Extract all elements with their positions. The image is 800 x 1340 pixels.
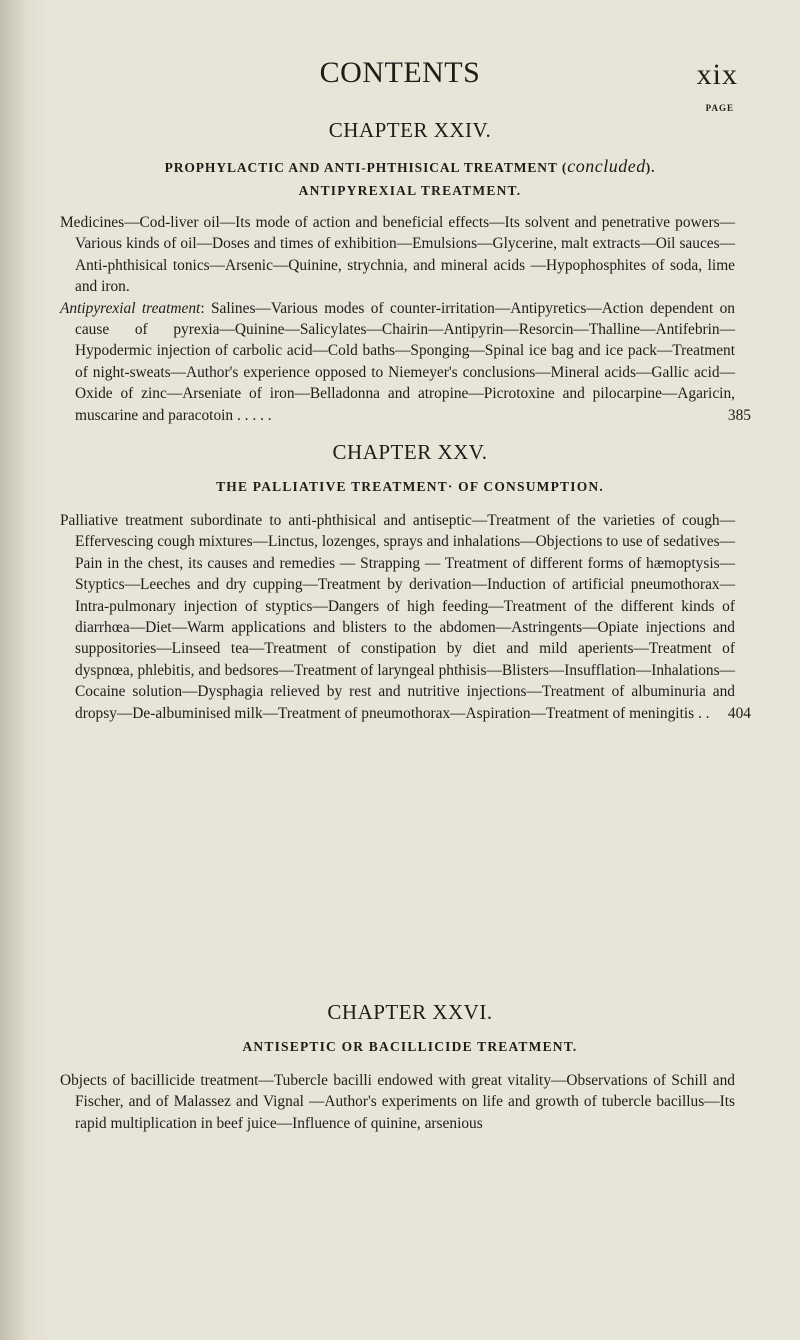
chapter-summary-paragraph: Medicines—Cod-liver oil—Its mode of action and beneficial effects—Its solvent and penetrative powers—Various kinds of oil—Doses and times of exhibition—Emulsions—Glycerine, malt extracts—Oil sauces—Anti-phthisical tonics—Arsenic—Quinine, strychnia, and mineral acids —Hypophosphites of soda, lime and iron.	[60, 214, 735, 296]
chapter-26	[40, 1000, 780, 1134]
page-column-label: PAGE	[705, 103, 734, 113]
chapter-summary-paragraph	[60, 510, 751, 724]
page-reference: 385	[727, 406, 751, 424]
chapter-title: CHAPTER XXIV.	[328, 118, 492, 142]
running-title: CONTENTS	[319, 56, 481, 89]
page-reference: 404	[727, 704, 751, 722]
paragraph-text: Palliative treatment subordinate to anti-phthisical and antiseptic—Treatment of the varieties of cough—Effervescing cough mixtures—Linctus, lozenges, sprays and inhalations—Objections to use of sedatives—Pain in the chest, its causes and remedies — Strapping — Treatment of different forms of hæmoptysis—Styptics—Leeches and dry cupping—Treatment by derivation—Induction of artificial pneumothorax—Intra-pulmonary injection of styptics—Dangers of high feeding—Treatment of the different kinds of diarrhœa—Diet—Warm applications and blisters to the abdomen—Astringents—Opiate injections and suppositories—Linseed tea—Treatment of constipation by diet and mild aperients—Treatment of dyspnœa, phlebitis, and bedsores—Treatment of laryngeal phthisis—Blisters—Insufflation—Inhalations—Cocaine solution—Dysphagia relieved by rest and nutritive injections—Treatment of albuminuria and dropsy—De-albuminised milk—Treatment of pneumothorax—Aspiration—Treatment of meningitis . .	[60, 512, 735, 722]
subtitle-end: ).	[645, 160, 656, 175]
chapter-subtitle: ANTISEPTIC OR BACILLICIDE TREATMENT.	[242, 1039, 578, 1054]
italic-lead: Antipyrexial treatment	[60, 299, 201, 317]
subtitle-italic: concluded	[567, 156, 646, 176]
page-folio: xix	[696, 58, 738, 91]
chapter-subtitle	[40, 156, 780, 177]
chapter-subtitle-2: ANTIPYREXIAL TREATMENT.	[298, 183, 522, 198]
chapter-summary-paragraph-2	[60, 298, 751, 426]
subtitle-text: PROPHYLACTIC AND ANTI-PHTHISICAL TREATMENT (	[164, 160, 568, 175]
chapter-25	[40, 440, 780, 724]
chapter-title: CHAPTER XXV.	[332, 440, 488, 464]
chapter-title: CHAPTER XXVI.	[327, 1000, 493, 1024]
chapter-subtitle: THE PALLIATIVE TREATMENT· OF CONSUMPTION.	[216, 479, 604, 494]
chapter-summary-paragraph: Objects of bacillicide treatment—Tubercle bacilli endowed with great vitality—Observations of Schill and Fischer, and of Malassez and Vignal —Author's experiments on life and growth of tubercle bacillus—Its rapid multiplication in beef juice—Influence of quinine, arsenious	[60, 1072, 735, 1132]
running-head	[0, 52, 800, 92]
paragraph-text: : Salines—Various modes of counter-irritation—Antipyretics—Action dependent on cause of pyrexia—Quinine—Salicylates—Chairin—Antipyrin—Resorcin—Thalline—Antifebrin—Hypodermic injection of carbolic acid—Cold baths—Sponging—Spinal ice bag and ice pack—Treatment of night-sweats—Author's experience opposed to Niemeyer's conclusions—Mineral acids—Gallic acid—Oxide of zinc—Arseniate of iron—Belladonna and atropine—Picrotoxine and pilocarpine—Agaricin, muscarine and paracotoin . . . . .	[75, 299, 735, 424]
chapter-24	[40, 118, 780, 426]
